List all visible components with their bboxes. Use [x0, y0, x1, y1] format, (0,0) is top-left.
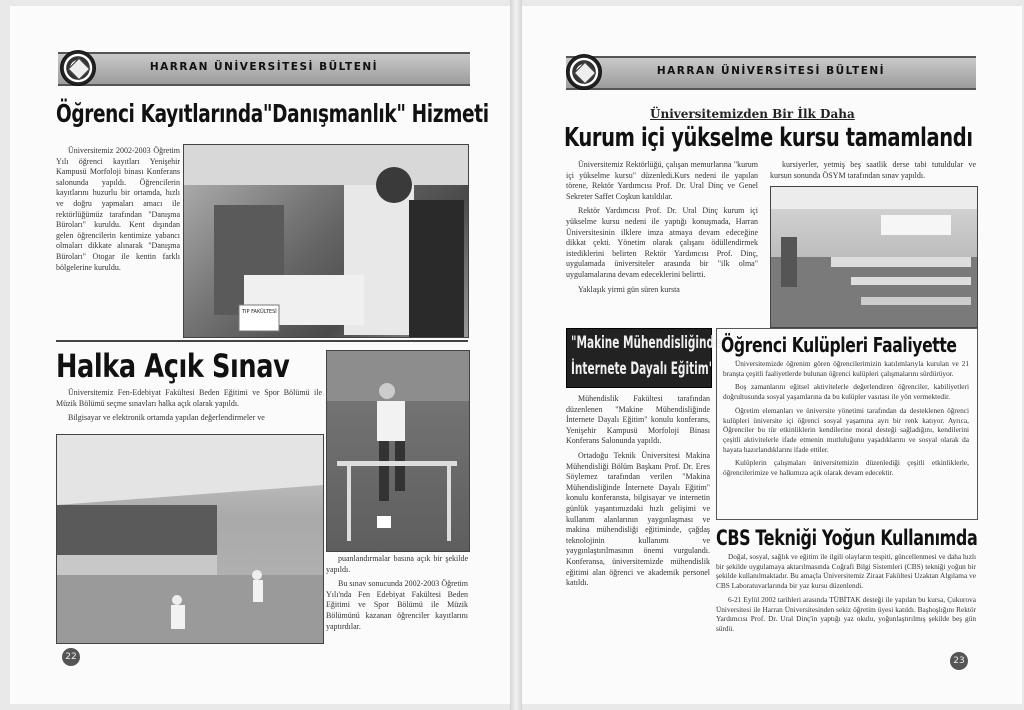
- page-number: 23: [950, 652, 968, 670]
- paragraph: 6-21 Eylül 2002 tarihleri arasında TÜBİTAK desteği ile yapılan bu kursa, Çukurova Üniversitesi ile Harran Üniversitesinden sekiz öğretim üyesi katıldı. Başhoşlığını Rektör Yardımcısı Prof. Dr. Ural Dinç'in yaptığı yaz okulu, yoğunlaştırılmış şekilde beş gün sürdü.: [716, 594, 976, 633]
- right-page: [522, 6, 1022, 704]
- article-body: [723, 359, 969, 482]
- newsletter-banner: [58, 52, 470, 86]
- newsletter-title: HARRAN ÜNİVERSİTESİ BÜLTENİ: [149, 61, 379, 73]
- article-headline-box: [566, 328, 722, 388]
- paragraph: Üniversitemizde öğrenim gören öğrencilerimizin katılımlarıyla kurulan ve 21 branşta çeşitli faaliyetlerde bulunan öğrenci kulüpleri çalışmalarını sürdürüyor.: [723, 359, 969, 378]
- article-headline: Kurum içi yükselme kursu tamamlandı: [564, 123, 973, 153]
- university-logo-icon: [566, 54, 602, 90]
- paragraph: Rektör Yardımcısı Prof. Dr. Ural Dinç kurum içi yükselme kursu nedeni ile yaptığı konuşmada, Harran Üniversitesinin ilklere imza atmaya devam edeceğine dikkat çekti. Yönetim olarak çalışanı ödüllendirmek istediklerini belirten Rektör Yardımcısı Prof. Dinç, uygulamada üniversiteler arasında bir "ilk olma" uygulamalarına devam edeceklerini belirtti.: [566, 206, 758, 279]
- article-body: [566, 394, 710, 593]
- article-body: [770, 160, 976, 185]
- paragraph: puanlandırmalar basına açık bir şekilde yapıldı.: [326, 554, 468, 574]
- paragraph: Kulüplerin çalışmaları üniversitemizin düzenlediği çeşitli etkinliklerle, öğrencilerimize ve halkımıza açık olarak devam edecektir.: [723, 458, 969, 478]
- paragraph: Boş zamanlarını eğitsel aktivitelerle değerlendiren öğrenciler, kabiliyetleri doğrultusunda sosyal yaşamlarına da bu kulüpler vasıtası ile yön vermektedir.: [723, 382, 969, 402]
- clubs-article-box: [716, 328, 978, 520]
- article-body: [56, 388, 322, 428]
- article-headline: Öğrenci Kulüpleri Faaliyette: [721, 333, 957, 357]
- paragraph: kursiyerler, yetmiş beş saatlik derse tabi tutuldular ve kursun sonunda ÖSYM tarafından sınav yapıldı.: [770, 160, 976, 180]
- paragraph: Bilgisayar ve elektronik ortamda yapılan değerlendirmeler ve: [68, 413, 265, 423]
- paragraph: Yaklaşık yirmi gün süren kursta: [578, 284, 680, 294]
- newsletter-banner: [566, 56, 976, 90]
- left-page: [10, 6, 510, 704]
- article-body: [566, 160, 758, 299]
- sign-text: TIP FAKÜLTESİ: [242, 309, 277, 315]
- paragraph: Bu sınav sonucunda 2002-2003 Öğretim Yılı'nda Fen Edebiyat Fakültesi Beden Eğitimi ve Spor Bölümü ile Müzik Bölümünü kazanan öğrenciler kayıtlarını yaptırdılar.: [326, 579, 468, 631]
- paragraph: Ortadoğu Teknik Üniversitesi Makina Mühendisliği Bölüm Başkanı Prof. Dr. Eres Söylemez tarafından verilen "Makina Mühendisliğinde İnternete Dayalı Eğitim" konulu konferansta, bilgisayar ve internetin günlük yaşantımızdaki hızlı gelişimi ve kullanım alanlarının yaygınlaşması ve makina mühendisliği eğitiminde, çağdaş teknolojinin kullanımı ve yaygınlaştırılmasının önemi vurgulandı. Konferansa, üniversitemizde mühendislik eğitimi alan öğrenci ve akademik personel katıldı.: [566, 450, 710, 588]
- paragraph: Üniversitemiz Fen-Edebiyat Fakültesi Beden Eğitimi ve Spor Bölümü ile Müzik Bölümü seçme sınavları halka açık olarak yapıldı.: [56, 388, 322, 408]
- classroom-photo: [770, 186, 978, 328]
- article-headline: Halka Açık Sınav: [56, 347, 290, 385]
- article-headline: İnternete Dayalı Eğitim": [571, 359, 715, 379]
- article-headline: Öğrenci Kayıtlarında"Danışmanlık" Hizmeti: [56, 99, 489, 128]
- page-number: 22: [62, 648, 80, 666]
- article-body: [56, 146, 180, 277]
- article-body: [716, 552, 976, 638]
- university-logo-icon: [60, 50, 96, 86]
- paragraph: Üniversitemiz Rektörlüğü, çalışan memurlarına "kurum içi yükselme kursu" düzenledi.Kurs nedeni ile yapılan törene, Rektör Yardımcısı Prof. Dr. Ural Dinç ve Genel Sekreter Saffet Coşkun katıldılar.: [566, 160, 758, 201]
- article-body: [326, 554, 468, 636]
- article-headline: CBS Tekniği Yoğun Kullanımda: [716, 526, 978, 550]
- registration-photo: [183, 144, 469, 338]
- divider: [56, 340, 468, 342]
- paragraph: Üniversitemiz 2002-2003 Öğretim Yılı öğrenci kayıtları Yenişehir Kampusü Morfoloji binası Konferans salonunda yapıldı. Öğrencilerin kayıtlarını huzurlu bir ortamda, hızlı ve doğru yapmaları amacı ile rektörlüğümüz tarafından "Danışma Büroları" kuruldu. Kent dışından gelen öğrencilerin kentimize yabancı olmaları dikkate alınarak "Danışma Büroları" Otogar ile kentin farklı bölgelerine kuruldu.: [56, 146, 180, 272]
- article-kicker: Üniversitemizden Bir İlk Daha: [650, 107, 855, 121]
- hurdle-photo: [326, 350, 470, 552]
- newsletter-title: HARRAN ÜNİVERSİTESİ BÜLTENİ: [656, 65, 886, 77]
- paragraph: Doğal, sosyal, sağlık ve eğitim ile ilgili olayların tespiti, güncellenmesi ve daha hızlı bir şekilde uygulamaya aktarılmasında Coğrafi Bilgi Sistemleri (CBS) tekniği yoğun bir şekilde kullanılmaktadır. Bu amaçla Üniversitemiz Ziraat Fakültesi Uzaktan Algılama ve CBS Laboratuvarlarında bir yaz kursu düzenlendi.: [716, 552, 976, 591]
- spine: [510, 0, 522, 710]
- paragraph: Öğretim elemanları ve üniversite yönetimi tarafından da desteklenen öğrenci kulüpleri üniversite içi öğrenci sosyal yaşamına ayrı bir renk katıyor. Ayrıca, Öğrenciler bu tür etkinliklerin kendilerine moral desteği sağladığını, kendilerini çeşitli aktivitelerle ifade etmenin mutluluğunu yaşadıklarını ve sosyal olarak da hayata hazırlandıklarını ifade ettiler.: [723, 405, 969, 454]
- gymnasium-photo: [56, 434, 324, 644]
- article-headline: "Makine Mühendisliğinde: [571, 333, 722, 353]
- paragraph: Mühendislik Fakültesi tarafından düzenlenen "Makine Mühendisliğinde İnternete Dayalı Eğitim" konulu konferans, Yenişehir Kampusü Morfoloji Binası Konferans Salonunda yapıldı.: [566, 394, 710, 446]
